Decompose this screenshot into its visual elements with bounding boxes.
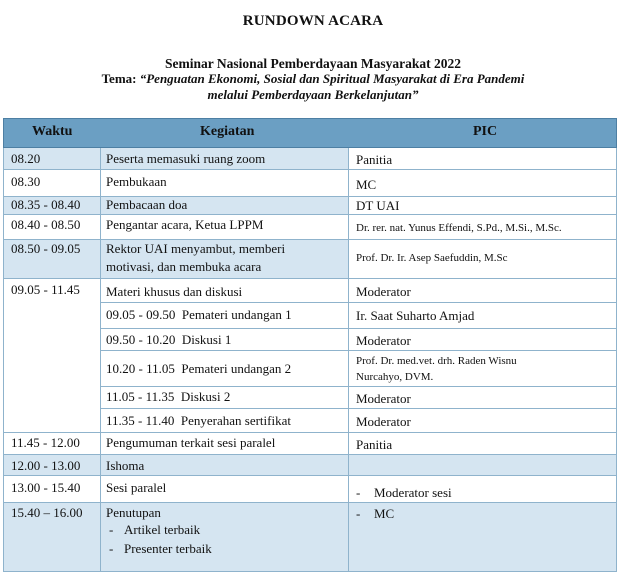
row-waktu: 08.50 - 09.05 bbox=[11, 241, 81, 256]
row-kegiatan: Penutupan bbox=[106, 505, 161, 520]
row-pic: Moderator bbox=[356, 333, 411, 348]
grid-line bbox=[3, 502, 617, 503]
sub-kegiatan: Pemateri undangan 2 bbox=[181, 361, 292, 376]
sub-row bbox=[106, 389, 230, 404]
sub-kegiatan: Penyerahan sertifikat bbox=[180, 413, 291, 428]
row-kegiatan: Rektor UAI menyambut, memberi bbox=[106, 241, 286, 256]
grid-line bbox=[100, 350, 617, 351]
row-kegiatan: Materi khusus dan diskusi bbox=[106, 284, 243, 299]
row-kegiatan: Pengantar acara, Ketua LPPM bbox=[106, 217, 264, 232]
grid-line bbox=[3, 278, 617, 279]
tema-text-1: “Penguatan Ekonomi, Sosial dan Spiritual Masyarakat di Era Pandemi bbox=[139, 71, 525, 86]
row-pic: DT UAI bbox=[356, 198, 400, 213]
grid-line bbox=[3, 454, 617, 455]
sub-waktu: 11.05 - 11.35 bbox=[106, 389, 175, 404]
row-waktu: 15.40 – 16.00 bbox=[11, 505, 83, 520]
row-pic: Prof. Dr. med.vet. drh. Raden Wisnu bbox=[356, 355, 517, 367]
sub-row bbox=[106, 332, 231, 347]
row-waktu: 08.20 bbox=[11, 151, 41, 166]
row-pic: Moderator bbox=[356, 414, 411, 429]
tema-line-1 bbox=[0, 71, 626, 87]
page-title: RUNDOWN ACARA bbox=[242, 13, 384, 29]
grid-line bbox=[3, 196, 617, 197]
row-waktu: 11.45 - 12.00 bbox=[11, 435, 80, 450]
grid-line bbox=[3, 432, 617, 433]
row-pic: Ir. Saat Suharto Amjad bbox=[356, 308, 475, 323]
grid-line bbox=[3, 169, 617, 170]
row-pic: MC bbox=[374, 506, 395, 521]
row-kegiatan: Pembukaan bbox=[106, 174, 167, 189]
sub-kegiatan: Diskusi 1 bbox=[181, 332, 232, 347]
grid-line bbox=[100, 302, 617, 303]
grid-line bbox=[3, 214, 617, 215]
sub-row bbox=[106, 413, 291, 428]
row-waktu: 13.00 - 15.40 bbox=[11, 480, 81, 495]
sub-row bbox=[106, 307, 292, 322]
sub-kegiatan: Pemateri undangan 1 bbox=[181, 307, 292, 322]
row-kegiatan: Pengumuman terkait sesi paralel bbox=[106, 435, 276, 450]
sub-item: Artikel terbaik bbox=[124, 522, 201, 537]
grid-line bbox=[3, 148, 4, 572]
grid-line bbox=[616, 148, 617, 572]
row-pic: Panitia bbox=[356, 437, 393, 452]
grid-line bbox=[100, 148, 101, 572]
row-waktu: 08.30 bbox=[11, 174, 41, 189]
grid-line bbox=[348, 148, 349, 572]
row-kegiatan: Peserta memasuki ruang zoom bbox=[106, 151, 266, 166]
row-pic: Moderator sesi bbox=[374, 485, 452, 500]
tema-label: Tema: bbox=[101, 71, 137, 86]
row-kegiatan: Pembacaan doa bbox=[106, 197, 188, 212]
row-waktu: 08.35 - 08.40 bbox=[11, 197, 81, 212]
bullet-dash: - bbox=[109, 541, 114, 556]
sub-item: Presenter terbaik bbox=[124, 541, 212, 556]
pic-dash: - bbox=[356, 485, 361, 500]
sub-kegiatan: Diskusi 2 bbox=[180, 389, 231, 404]
pic-dash: - bbox=[356, 506, 361, 521]
row-pic: Prof. Dr. Ir. Asep Saefuddin, M.Sc bbox=[356, 252, 508, 264]
grid-line bbox=[3, 571, 617, 572]
row-waktu: 08.40 - 08.50 bbox=[11, 217, 81, 232]
grid-line bbox=[3, 475, 617, 476]
sub-waktu: 09.05 - 09.50 bbox=[106, 307, 176, 322]
header-waktu: Waktu bbox=[32, 124, 73, 139]
row-pic: Dr. rer. nat. Yunus Effendi, S.Pd., M.Si., M.Sc. bbox=[356, 222, 562, 234]
row-pic: Moderator bbox=[356, 391, 411, 406]
sub-waktu: 10.20 - 11.05 bbox=[106, 361, 175, 376]
row-pic: Nurcahyo, DVM. bbox=[356, 371, 434, 383]
row-kegiatan: Sesi paralel bbox=[106, 480, 167, 495]
band bbox=[348, 454, 617, 475]
row-kegiatan: motivasi, dan membuka acara bbox=[106, 259, 262, 274]
grid-line bbox=[3, 239, 617, 240]
grid-line bbox=[100, 328, 617, 329]
row-waktu: 09.05 - 11.45 bbox=[11, 282, 80, 297]
row-pic: MC bbox=[356, 177, 377, 192]
table-header bbox=[3, 118, 617, 148]
grid-line bbox=[100, 386, 617, 387]
row-pic: Panitia bbox=[356, 152, 393, 167]
row-pic: Moderator bbox=[356, 284, 411, 299]
sub-row bbox=[106, 361, 291, 376]
row-waktu: 12.00 - 13.00 bbox=[11, 458, 81, 473]
header-kegiatan: Kegiatan bbox=[200, 124, 255, 139]
sub-waktu: 09.50 - 10.20 bbox=[106, 332, 176, 347]
bullet-dash: - bbox=[109, 522, 114, 537]
header-pic: PIC bbox=[473, 124, 498, 139]
row-kegiatan: Ishoma bbox=[106, 458, 145, 473]
tema-line-2: melalui Pemberdayaan Berkelanjutan” bbox=[207, 87, 419, 102]
sub-waktu: 11.35 - 11.40 bbox=[106, 413, 175, 428]
seminar-subtitle: Seminar Nasional Pemberdayaan Masyarakat 2022 bbox=[165, 56, 461, 71]
grid-line bbox=[100, 408, 617, 409]
